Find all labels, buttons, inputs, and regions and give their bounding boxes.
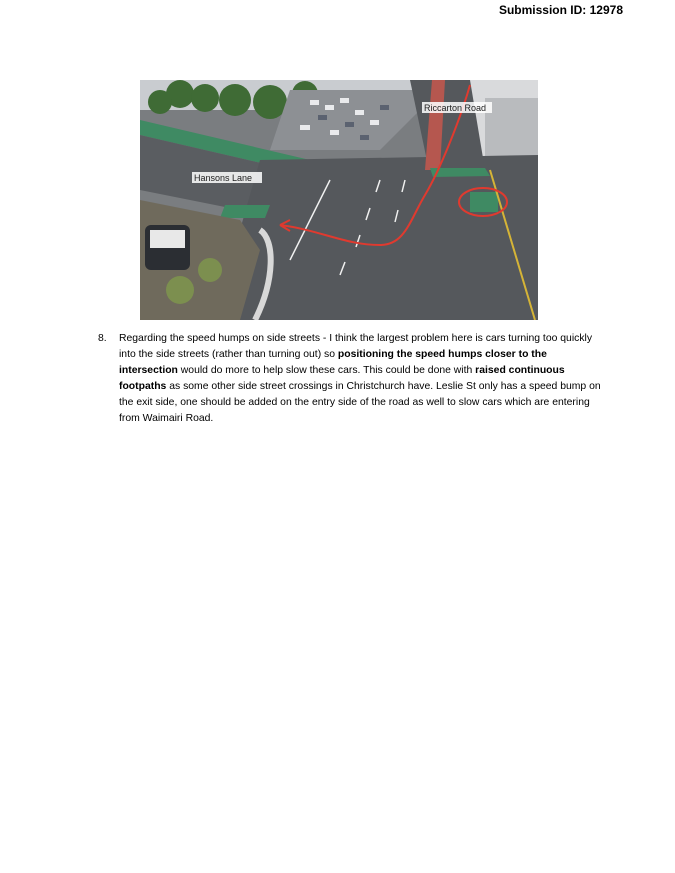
comment-text-part-1: Regarding the speed humps on side streets - I think the largest problem here is cars turning too quickly into the side streets (rather than turning out) so xyxy=(119,333,593,360)
comment-bold-part-1: positioning the speed humps closer to the intersection xyxy=(119,349,547,376)
item-number: 8. xyxy=(98,333,107,344)
riccarton-road-label: Riccarton Road xyxy=(424,103,487,113)
hansons-lane-label: Hansons Lane xyxy=(194,173,253,183)
submission-id: Submission ID: 12978 xyxy=(498,3,623,17)
comment-text xyxy=(119,331,604,427)
comment-text-part-2: would do more to help slow these cars. This could be done with xyxy=(177,365,476,376)
intersection-rendering-image xyxy=(140,80,538,320)
comment-text-part-3: as some other side street crossings in Christchurch have. Leslie St only has a speed bump on the exit side, one should be added on the entry side of the road as well to slow cars which are entering from Waimairi Road. xyxy=(119,381,601,424)
comment-bold-part-2: raised continuous footpaths xyxy=(119,365,565,392)
